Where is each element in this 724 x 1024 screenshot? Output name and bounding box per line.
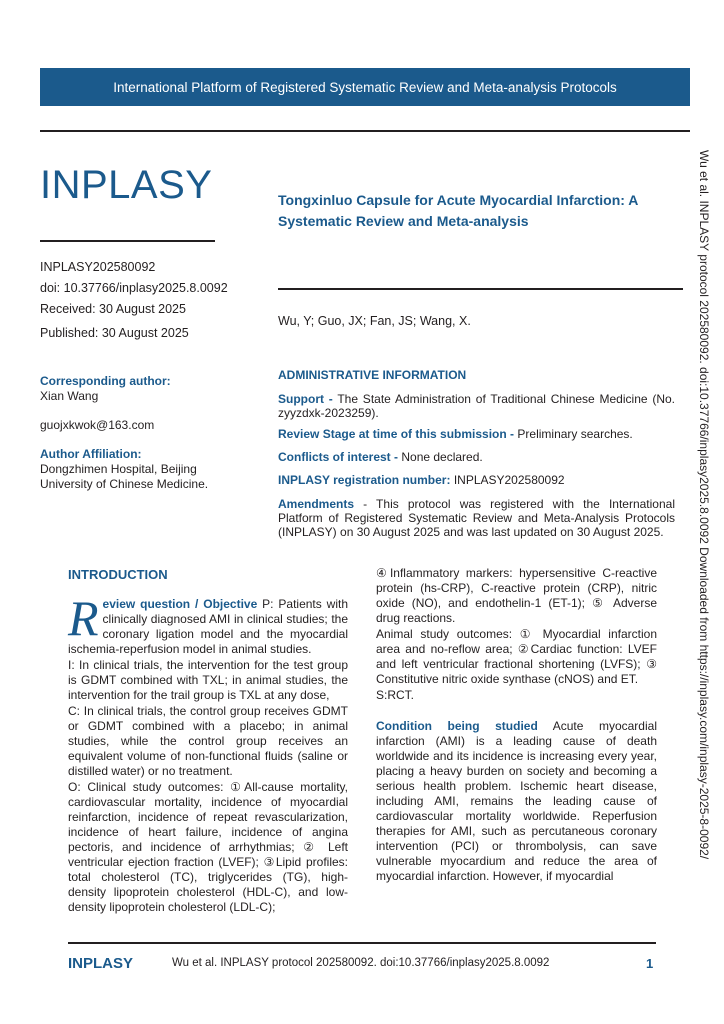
inplasy-logo: INPLASY <box>40 163 213 207</box>
top-divider <box>40 130 690 132</box>
drop-cap: R <box>68 590 99 646</box>
amendments-entry <box>278 497 675 539</box>
stage-entry <box>278 427 675 441</box>
page-number: 1 <box>646 956 654 971</box>
right-column <box>376 566 657 885</box>
title-divider <box>278 288 683 290</box>
comparison-paragraph: C: In clinical trials, the control group receives GDMT or GDMT combined with a placebo; in animal studies, while the control group receives an equivalent volume of non-functional fluids (saline or distilled water) or no treatment. <box>68 704 348 778</box>
review-question-text: P: Patients with clinically diagnosed AMI in clinical studies; the coronary ligation model and the myocardial ischemia-reperfusion model in animal studies. <box>68 597 349 656</box>
conflicts-entry <box>278 450 675 464</box>
outcomes-continued: ④Inflammatory markers: hypersensitive C-reactive protein (hs-CRP), C-reactive protein (CRP), nitric oxide (NO), and endothelin-1 (ET-1); ⑤ Adverse drug reactions. <box>376 566 657 625</box>
study-design-paragraph: S:RCT. <box>376 688 415 702</box>
stage-label: Review Stage at time of this submission - <box>278 427 515 441</box>
affiliation-label: Author Affiliation: <box>40 447 142 461</box>
admin-heading: ADMINISTRATIVE INFORMATION <box>278 368 467 382</box>
side-citation-text[interactable]: Wu et al. INPLASY protocol 202580092. doi:10.37766/inplasy2025.8.0092 Downloaded from https://inplasy.com/inplasy-2025-8-0092/ <box>697 150 711 860</box>
footer-divider <box>68 942 656 944</box>
amendments-label: Amendments <box>278 497 355 511</box>
left-column <box>68 590 349 916</box>
published-date: Published: 30 August 2025 <box>40 326 189 340</box>
footer-citation: Wu et al. INPLASY protocol 202580092. doi:10.37766/inplasy2025.8.0092 <box>172 957 550 969</box>
corresponding-author-email[interactable]: guojxkwok@163.com <box>40 418 155 432</box>
affiliation-text: Dongzhimen Hospital, Beijing University of Chinese Medicine. <box>40 462 209 491</box>
outcomes-paragraph: O: Clinical study outcomes: ①All-cause mortality, cardiovascular mortality, incidence of myocardial reinfarction, incidence of repeat revascularization, incidence of heart failure, incidence of angina pectoris, and incidence of arrhythmias; ② Left ventricular ejection fraction (LVEF); ③Lipid profiles: total cholesterol (TC), triglycerides (TG), high-density lipoprotein cholesterol (HDL-C), and low-density lipoprotein cholesterol (LDL-C); <box>68 780 348 914</box>
animal-outcomes-paragraph: Animal study outcomes: ① Myocardial infarction area and no-reflow area; ②Cardiac function: LVEF and left ventricular fractional shortening (LVFS); ③ Constitutive nitric oxide synthase (cNOS) and ET. <box>376 627 657 686</box>
support-entry <box>278 392 675 420</box>
conflicts-label: Conflicts of interest - <box>278 450 399 464</box>
footer-logo: INPLASY <box>68 955 134 972</box>
paper-title: Tongxinluo Capsule for Acute Myocardial Infarction: A Systematic Review and Meta-analysis <box>278 192 638 229</box>
corresponding-author-name: Xian Wang <box>40 389 99 403</box>
conflicts-text: None declared. <box>398 450 483 464</box>
condition-label: Condition being studied <box>376 719 538 733</box>
logo-divider <box>40 240 215 242</box>
registration-number: INPLASY202580092 <box>450 473 565 487</box>
condition-text: Acute myocardial infarction (AMI) is a leading cause of death worldwide and its incidence is increasing every year, placing a heavy burden on society and becoming a serious health problem. Ischemic heart disease, including AMI, remains the leading cause of cardiovascular mortality worldwide. Reperfusion therapies for AMI, such as percutaneous coronary intervention (PCI) or thrombolysis, can save vulnerable myocardium and reduce the area of myocardial infarction. However, if myocardial <box>376 719 657 883</box>
amendments-text: - This protocol was registered with the International Platform of Registered Systematic Review and Meta-Analysis Protocols (INPLASY) on 30 August 2025 and was last updated on 30 August 2025. <box>278 497 675 539</box>
top-banner <box>40 68 690 106</box>
authors: Wu, Y; Guo, JX; Fan, JS; Wang, X. <box>278 314 471 328</box>
review-question-label: eview question / Objective <box>102 597 258 611</box>
stage-text: Preliminary searches. <box>514 427 633 441</box>
registration-label: INPLASY registration number: <box>278 473 451 487</box>
intervention-paragraph: I: In clinical trials, the intervention for the test group is GDMT combined with TXL; in animal studies, the intervention for the trail group is TXL at any dose, <box>68 658 348 702</box>
condition-paragraph <box>376 719 657 884</box>
doi[interactable]: doi: 10.37766/inplasy2025.8.0092 <box>40 281 228 295</box>
introduction-heading: INTRODUCTION <box>68 567 168 582</box>
received-date: Received: 30 August 2025 <box>40 302 186 316</box>
support-label: Support - <box>278 392 333 406</box>
protocol-id: INPLASY202580092 <box>40 260 156 274</box>
side-citation <box>696 150 716 878</box>
corresponding-author-label: Corresponding author: <box>40 374 171 388</box>
banner-text: International Platform of Registered Systematic Review and Meta-analysis Protocols <box>113 79 617 95</box>
review-question-paragraph <box>68 590 349 657</box>
registration-entry <box>278 473 675 487</box>
support-text: The State Administration of Traditional Chinese Medicine (No. zyyzdxk-2023259). <box>278 392 675 420</box>
